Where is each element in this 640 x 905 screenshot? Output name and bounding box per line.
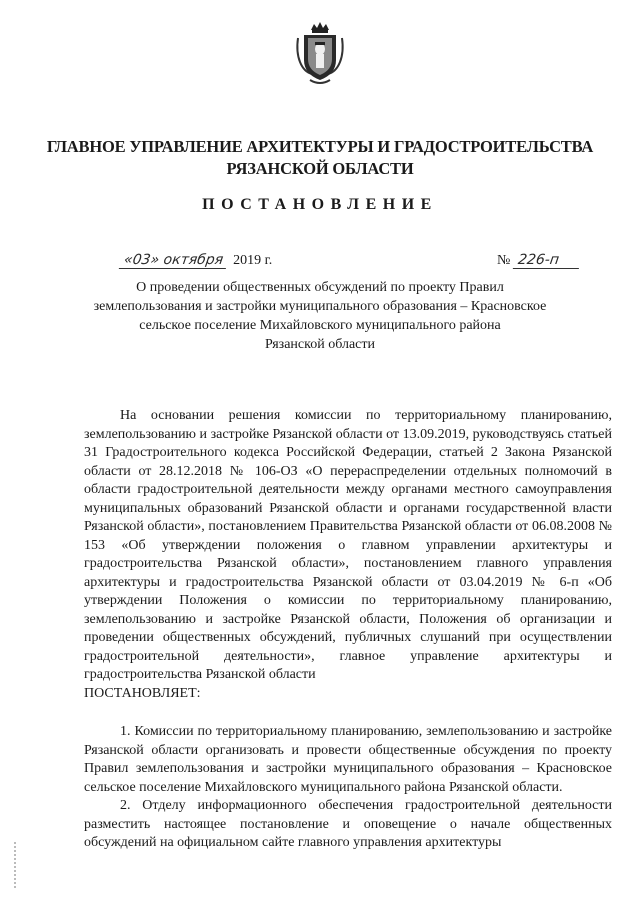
document-year: 2019 г. (233, 253, 273, 268)
subject-line: Рязанской области (264, 337, 376, 352)
document-number (497, 252, 580, 269)
subject-line: сельское поселение Михайловского муниципального района (139, 318, 501, 333)
decree-item-2: 2. Отделу информационного обеспечения градостроительной деятельности разместить настоящее постановление и оповещение о начале общественных обсуждений на официальном сайте главного управления архитектуры (84, 798, 612, 850)
number-prefix: № (497, 253, 511, 268)
organization-title (40, 136, 600, 180)
document-type: ПОСТАНОВЛЕНИЕ (202, 196, 438, 213)
document-date (120, 252, 272, 269)
handwritten-date: «03» октября (119, 252, 228, 269)
org-line-2: РЯЗАНСКОЙ ОБЛАСТИ (226, 159, 414, 178)
decree-word: ПОСТАНОВЛЯЕТ: (84, 685, 201, 701)
document-body (84, 407, 612, 853)
subject-line: землепользования и застройки муниципального образования – Красновское (93, 299, 547, 314)
ryazan-coat-of-arms-icon (294, 22, 346, 86)
document-subject (80, 278, 560, 354)
subject-line: О проведении общественных обсуждений по проекту Правил (136, 280, 504, 295)
decree-item-1: 1. Комиссии по территориальному планированию, землепользованию и застройке Рязанской области организовать и провести общественные обсуждения по проекту Правил землепользования и застройки муниципального образования – Красновское сельское поселение Михайловского муниципального района Рязанской области. (84, 724, 612, 795)
preamble-paragraph: На основании решения комиссии по территориальному планированию, землепользованию и застройке Рязанской области от 13.09.2019, руководствуясь статьей 31 Градостроительного кодекса Российской Федерации, статьей 2 Закона Рязанской области от 28.12.2018 № 106-ОЗ «О перераспределении отдельных полномочий в области градостроительной деятельности между органами местного самоуправления муниципальных образований Рязанской области и органами государственной власти Рязанской области», постановлением Правительства Рязанской области от 06.08.2008 № 153 «Об утверждении положения о главном управлении архитектуры и градостроительства Рязанской области», постановлением главного управления архитектуры и градостроительства Рязанской области от 03.04.2019 № 6-п «Об утверждении Положения о комиссии по территориальному планированию, землепользованию и застройке Рязанской области, Положения об организации и проведении общественных обсуждений, публичных слушаний при осуществлении градостроительной деятельности», главное управление архитектуры и градостроительства Рязанской области (84, 408, 612, 682)
scan-margin-mark (14, 842, 16, 888)
org-line-1: ГЛАВНОЕ УПРАВЛЕНИЕ АРХИТЕКТУРЫ И ГРАДОСТРОИТЕЛЬСТВА (46, 137, 594, 156)
handwritten-number: 226-п (513, 252, 581, 269)
